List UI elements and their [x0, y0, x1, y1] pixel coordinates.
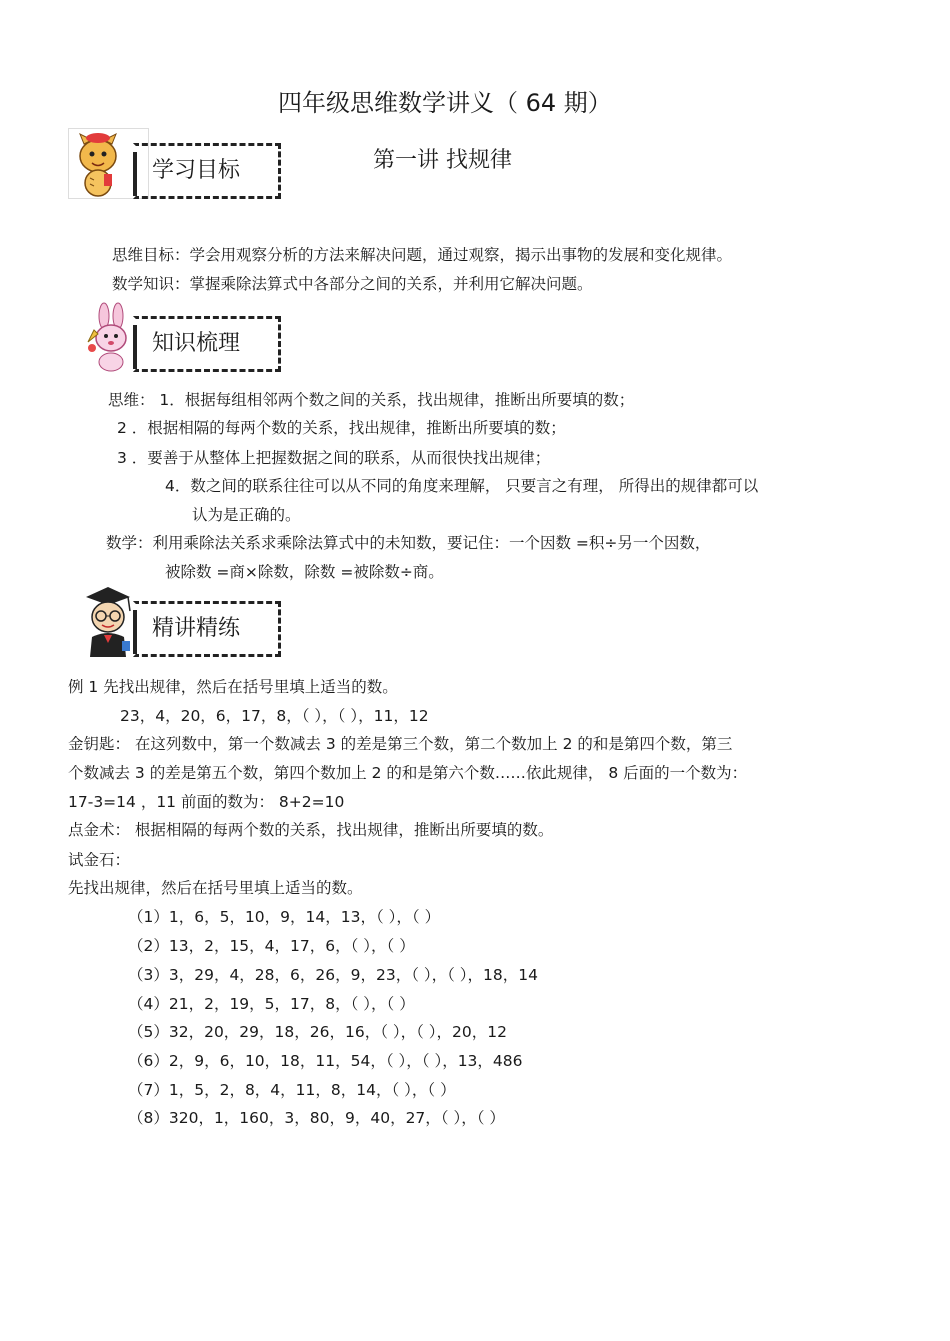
golden-key-line-1: 金钥匙： 在这列数中，第一个数减去 3 的差是第三个数，第二个数加上 2 的和是第四个数，第三 — [68, 735, 733, 753]
trial-item-8: （8）320，1，160，3，80，9，40，27，（ ），（ ） — [128, 1109, 505, 1127]
graduate-mascot-icon — [80, 585, 136, 659]
trial-item-4: （4）21，2，19，5，17，8，（ ），（ ） — [128, 995, 415, 1013]
example-sequence: 23，4，20，6，17，8，（ ），（ ），11，12 — [120, 707, 429, 725]
example-prompt: 例 1 先找出规律，然后在括号里填上适当的数。 — [68, 678, 398, 696]
knowledge-line-1: 思维： 1．根据每组相邻两个数之间的关系，找出规律，推断出所要填的数； — [108, 391, 635, 409]
knowledge-math-line-1: 数学：利用乘除法关系求乘除法算式中的未知数，要记住：一个因数 =积÷另一个因数， — [106, 534, 711, 552]
section-title-goals: 学习目标 — [152, 158, 241, 183]
rabbit-mascot-icon — [80, 302, 138, 372]
document-title: 四年级思维数学讲义（ 64 期） — [278, 89, 612, 117]
trial-item-1: （1）1，6，5，10，9，14，13，（ ），（ ） — [128, 908, 441, 926]
trial-prompt: 先找出规律，然后在括号里填上适当的数。 — [68, 879, 363, 897]
golden-key-line-3: 17-3=14 ，11 前面的数为： 8+2=10 — [68, 793, 345, 811]
golden-key-line-2: 个数减去 3 的差是第五个数，第四个数加上 2 的和是第六个数……依此规律， 8 后面的一个数为： — [68, 764, 748, 782]
knowledge-line-3: 3 ．要善于从整体上把握数据之间的联系，从而很快找出规律； — [117, 449, 551, 467]
trial-item-2: （2）13，2，15，4，17，6，（ ），（ ） — [128, 937, 415, 955]
trial-item-6: （6）2，9，6，10，18，11，54，（ ），（ ），13，486 — [128, 1052, 523, 1070]
section-header-practice — [133, 601, 281, 657]
trial-item-3: （3）3，29，4，28，6，26，9，23，（ ），（ ），18，14 — [128, 966, 539, 984]
knowledge-math-line-2: 被除数 =商×除数，除数 =被除数÷商。 — [165, 563, 444, 581]
knowledge-line-4-cont: 认为是正确的。 — [192, 506, 301, 524]
section-title-knowledge: 知识梳理 — [152, 331, 241, 356]
trial-item-7: （7）1，5，2，8，4，11，8，14，（ ），（ ） — [128, 1081, 456, 1099]
section-header-goals — [133, 143, 281, 199]
knowledge-line-2: 2 ．根据相隔的每两个数的关系，找出规律，推断出所要填的数； — [117, 419, 566, 437]
trial-item-5: （5）32，20，29，18，26，16，（ ），（ ），20，12 — [128, 1023, 508, 1041]
goal-math: 数学知识：掌握乘除法算式中各部分之间的关系，并利用它解决问题。 — [112, 275, 593, 293]
knowledge-line-4: 4．数之间的联系往往可以从不同的角度来理解， 只要言之有理， 所得出的规律都可以 — [165, 477, 759, 495]
golden-tip: 点金术： 根据相隔的每两个数的关系，找出规律，推断出所要填的数。 — [68, 821, 554, 839]
section-title-practice: 精讲精练 — [152, 616, 241, 641]
section-header-knowledge — [133, 316, 281, 372]
lecture-title: 第一讲 找规律 — [373, 148, 512, 173]
trial-heading: 试金石： — [68, 851, 131, 869]
goal-thinking: 思维目标：学会用观察分析的方法来解决问题，通过观察，揭示出事物的发展和变化规律。 — [112, 246, 733, 264]
